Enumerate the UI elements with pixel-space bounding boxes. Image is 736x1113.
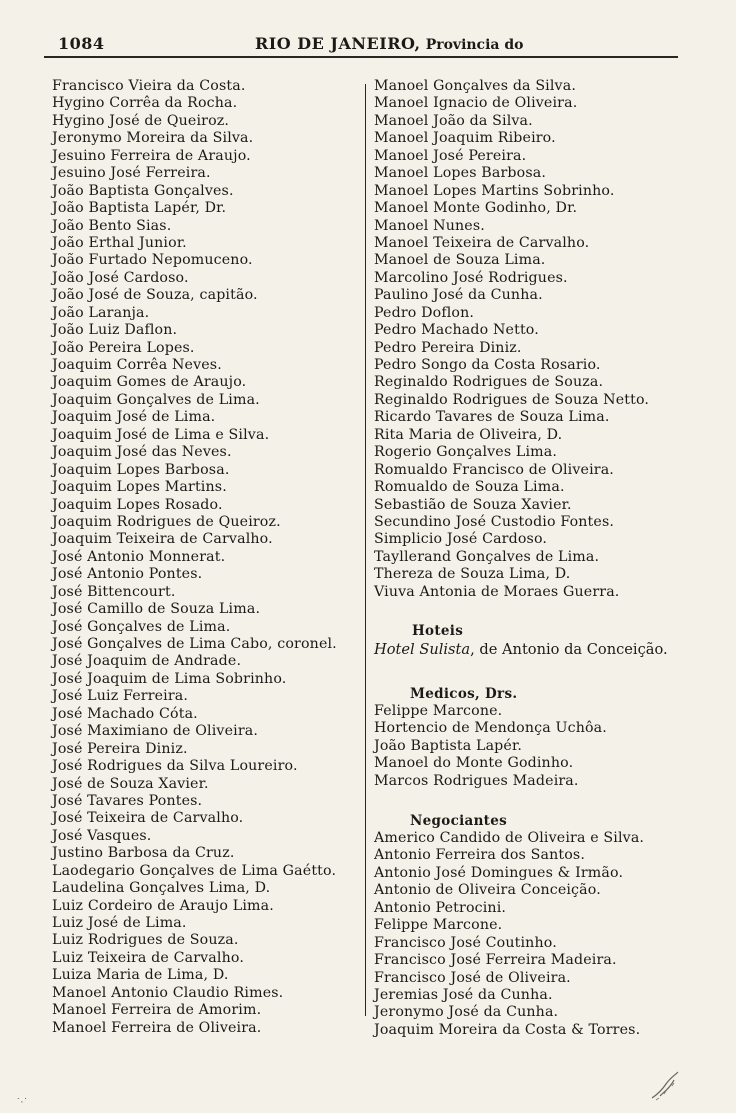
name-entry: Thereza de Souza Lima, D. <box>374 566 571 583</box>
negociante-entry: Francisco José Ferreira Madeira. <box>374 952 617 969</box>
name-entry: José Rodrigues da Silva Loureiro. <box>52 758 298 775</box>
name-entry: Joaquim Lopes Barbosa. <box>52 461 230 478</box>
name-entry: Manoel Ferreira de Amorim. <box>52 1002 262 1019</box>
name-entry: Reginaldo Rodrigues de Souza. <box>374 374 604 391</box>
name-entry: João Bento Sias. <box>52 217 172 234</box>
name-entry: Joaquim Lopes Rosado. <box>52 496 223 513</box>
name-entry: José Teixeira de Carvalho. <box>52 810 244 827</box>
name-entry: Viuva Antonia de Moraes Guerra. <box>374 583 620 600</box>
negociante-entry: Antonio Petrocini. <box>374 899 507 916</box>
name-entry: Manoel Lopes Martins Sobrinho. <box>374 182 615 199</box>
medico-entry: Hortencio de Mendonça Uchôa. <box>374 720 607 737</box>
negociante-entry: Americo Candido de Oliveira e Silva. <box>374 830 645 846</box>
name-entry: Joaquim Lopes Martins. <box>52 479 227 496</box>
name-entry: Laodegario Gonçalves de Lima Gaétto. <box>52 862 337 879</box>
medico-entry: Manoel do Monte Godinho. <box>374 755 574 772</box>
name-entry: Luiz Cordeiro de Araujo Lima. <box>52 897 274 914</box>
name-entry: Manoel Ferreira de Oliveira. <box>52 1019 262 1036</box>
name-entry: Joaquim José de Lima e Silva. <box>52 426 270 443</box>
name-entry: Luiz José de Lima. <box>52 915 187 931</box>
hotel-owner: , de Antonio da Conceição. <box>470 641 668 658</box>
name-entry: João Baptista Gonçalves. <box>52 182 234 199</box>
name-entry: Simplicio José Cardoso. <box>374 531 548 548</box>
name-entry: Justino Barbosa da Cruz. <box>52 845 235 862</box>
name-entry: José Antonio Pontes. <box>52 566 203 583</box>
name-entry: Joaquim José das Neves. <box>52 444 232 461</box>
name-entry: José de Souza Xavier. <box>52 775 209 792</box>
name-entry: Manoel Teixeira de Carvalho. <box>374 234 590 251</box>
medicos-list <box>374 703 704 790</box>
name-entry: José Maximiano de Oliveira. <box>52 723 259 740</box>
name-entry: Luiz Teixeira de Carvalho. <box>52 949 244 966</box>
name-entry: Tayllerand Gonçalves de Lima. <box>374 548 600 565</box>
name-entry: Manoel Nunes. <box>374 217 485 234</box>
negociantes-list <box>374 830 704 1039</box>
name-entry: José Vasques. <box>52 827 152 844</box>
negociante-entry: Antonio Ferreira dos Santos. <box>374 847 586 864</box>
name-entry: João Luiz Daflon. <box>52 322 178 339</box>
name-entry: Manoel Ignacio de Oliveira. <box>374 95 578 112</box>
name-entry: Pedro Songo da Costa Rosario. <box>374 357 601 373</box>
negociantes-section <box>374 812 704 1039</box>
name-entry: Manoel de Souza Lima. <box>374 252 546 269</box>
name-entry: Jeronymo Moreira da Silva. <box>52 130 254 147</box>
name-entry: Sebastião de Souza Xavier. <box>374 496 572 513</box>
negociante-entry: Jeremias José da Cunha. <box>374 986 553 1003</box>
name-entry: Manoel Antonio Claudio Rimes. <box>52 984 284 1001</box>
hotel-name: Hotel Sulista <box>374 641 471 658</box>
name-entry: José Joaquim de Andrade. <box>52 653 242 670</box>
name-entry: Pedro Machado Netto. <box>374 322 539 339</box>
name-entry: Jesuino José Ferreira. <box>52 165 211 182</box>
name-entry: José Antonio Monnerat. <box>52 548 226 565</box>
medico-entry: Marcos Rodrigues Madeira. <box>374 772 579 789</box>
header-rule <box>44 56 678 58</box>
name-entry: José Luiz Ferreira. <box>52 688 189 705</box>
running-head-city: RIO DE JANEIRO, <box>255 34 421 53</box>
name-entry: João Erthal Junior. <box>52 234 187 251</box>
running-head-province: Provincia do <box>425 37 524 53</box>
name-entry: Joaquim Teixeira de Carvalho. <box>52 531 273 548</box>
name-entry: Rita Maria de Oliveira, D. <box>374 426 563 443</box>
page-number: 1084 <box>58 34 105 53</box>
negociante-entry: Felippe Marcone. <box>374 917 503 934</box>
medico-entry: João Baptista Lapér. <box>374 737 522 754</box>
negociante-entry: Antonio José Domingues & Irmão. <box>374 864 624 881</box>
name-entry: Hygino Corrêa da Rocha. <box>52 95 238 112</box>
ink-scribble-icon <box>648 1066 688 1102</box>
name-entry: Romualdo de Souza Lima. <box>374 479 565 496</box>
name-entry: Laudelina Gonçalves Lima, D. <box>52 880 271 897</box>
medicos-heading: Medicos, Drs. <box>410 686 518 702</box>
negociante-entry: Francisco José Coutinho. <box>374 934 557 951</box>
left-column-list <box>44 78 360 1037</box>
negociante-entry: Antonio de Oliveira Conceição. <box>374 882 601 899</box>
name-entry: Joaquim Gomes de Araujo. <box>52 374 247 391</box>
name-entry: Joaquim Rodrigues de Queiroz. <box>52 513 281 530</box>
name-entry: Joaquim Corrêa Neves. <box>52 357 222 373</box>
name-entry: José Camillo de Souza Lima. <box>52 601 261 618</box>
name-entry: Reginaldo Rodrigues de Souza Netto. <box>374 391 650 408</box>
name-entry: Marcolino José Rodrigues. <box>374 269 568 286</box>
right-column-list <box>368 78 698 601</box>
medico-entry: Felippe Marcone. <box>374 703 503 719</box>
name-entry: Rogerio Gonçalves Lima. <box>374 444 558 461</box>
name-entry: Manoel João da Silva. <box>374 112 533 129</box>
corner-speck-icon: ˙·˙ <box>16 1098 28 1108</box>
name-entry: José Joaquim de Lima Sobrinho. <box>52 670 287 687</box>
name-entry: Manoel Gonçalves da Silva. <box>374 78 576 94</box>
name-entry: Luiz Rodrigues de Souza. <box>52 932 239 949</box>
name-entry: João José de Souza, capitão. <box>52 287 258 304</box>
name-entry: João Furtado Nepomuceno. <box>52 252 253 269</box>
name-entry: Secundino José Custodio Fontes. <box>374 513 615 530</box>
name-entry: João Pereira Lopes. <box>52 339 195 356</box>
name-entry: José Gonçalves de Lima. <box>52 618 231 635</box>
medicos-section <box>374 685 704 790</box>
name-entry: João Baptista Lapér, Dr. <box>52 200 227 217</box>
name-entry: Hygino José de Queiroz. <box>52 112 230 129</box>
name-entry: Romualdo Francisco de Oliveira. <box>374 461 614 478</box>
name-entry: Luiza Maria de Lima, D. <box>52 967 229 984</box>
negociante-entry: Jeronymo José da Cunha. <box>374 1004 559 1021</box>
name-entry: João Laranja. <box>52 304 150 321</box>
name-entry: José Tavares Pontes. <box>52 792 203 809</box>
name-entry: Manoel Monte Godinho, Dr. <box>374 200 578 217</box>
name-entry: José Pereira Diniz. <box>52 740 188 757</box>
name-entry: Jesuino Ferreira de Araujo. <box>52 147 251 164</box>
name-entry: Paulino José da Cunha. <box>374 287 543 304</box>
name-entry: Joaquim José de Lima. <box>52 409 216 426</box>
hoteis-section <box>374 622 704 659</box>
column-divider <box>365 84 366 1016</box>
page-header <box>0 0 736 60</box>
name-entry: Manoel Joaquim Ribeiro. <box>374 130 556 147</box>
name-entry: Pedro Doflon. <box>374 304 475 321</box>
name-entry: Joaquim Gonçalves de Lima. <box>52 391 260 408</box>
name-entry: Pedro Pereira Diniz. <box>374 339 522 356</box>
negociantes-heading: Negociantes <box>410 813 508 829</box>
negociante-entry: Francisco José de Oliveira. <box>374 969 571 986</box>
name-entry: José Bittencourt. <box>52 583 176 600</box>
running-head <box>255 34 523 53</box>
name-entry: Francisco Vieira da Costa. <box>52 78 246 94</box>
hotel-entry <box>374 640 704 659</box>
name-entry: José Machado Cóta. <box>52 705 198 722</box>
name-entry: Ricardo Tavares de Souza Lima. <box>374 409 610 426</box>
name-entry: Manoel José Pereira. <box>374 147 527 164</box>
name-entry: João José Cardoso. <box>52 269 189 286</box>
hoteis-heading: Hoteis <box>412 623 464 639</box>
negociante-entry: Joaquim Moreira da Costa & Torres. <box>374 1021 641 1038</box>
name-entry: José Gonçalves de Lima Cabo, coronel. <box>52 636 337 652</box>
name-entry: Manoel Lopes Barbosa. <box>374 165 547 182</box>
